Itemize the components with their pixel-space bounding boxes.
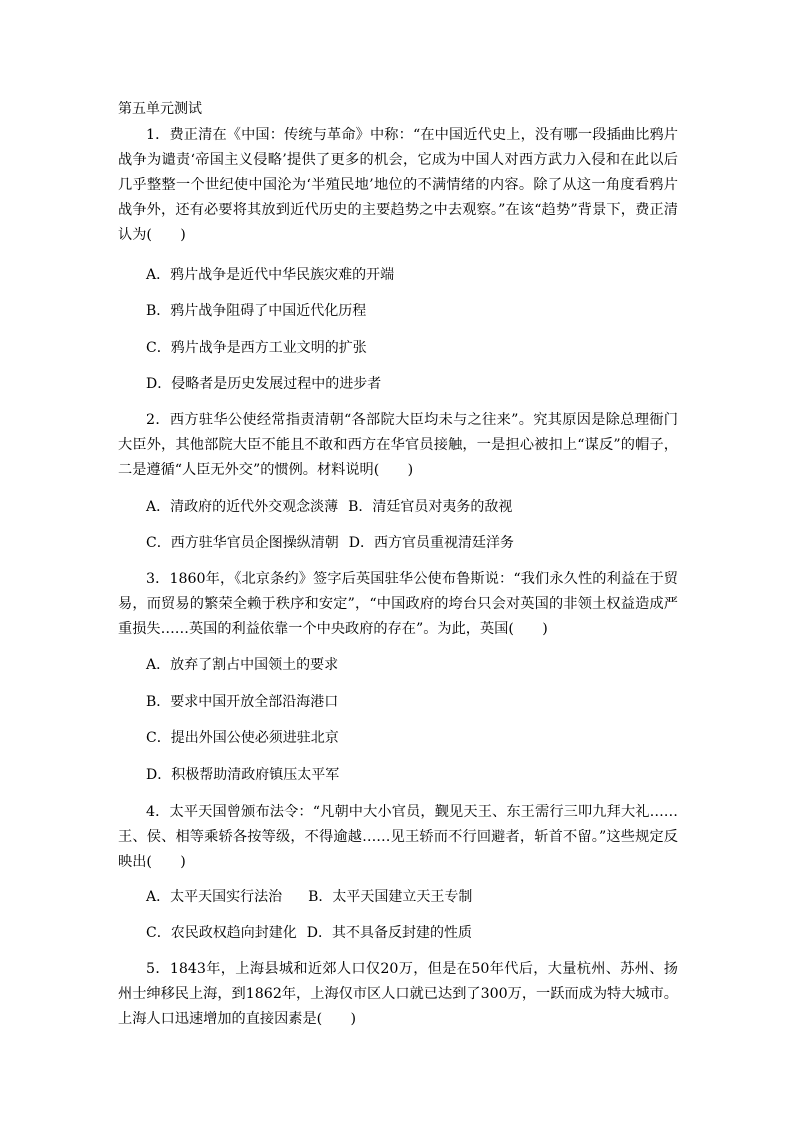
question-1-option-b: B．鸦片战争阻碍了中国近代化历程 bbox=[146, 303, 367, 319]
question-2-option-d: D．西方官员重视清廷洋务 bbox=[348, 535, 514, 551]
question-4-option-a: A．太平天国实行法治 bbox=[146, 889, 283, 905]
question-2-stem: 2．西方驻华公使经常指责清朝“各部院大臣均未与之往来”。究其原因是除总理衙门大臣外，其他部院大臣不能且不敢和西方在华官员接触，一是担心被扣上“谋反”的帽子，二是遵循“人臣无外交”的惯例。材料说明( ) bbox=[118, 412, 678, 478]
question-1-option-a: A．鸦片战争是近代中华民族灾难的开端 bbox=[146, 267, 395, 283]
question-3-stem: 3．1860年，《北京条约》签字后英国驻华公使布鲁斯说：“我们永久性的利益在于贸易，而贸易的繁荣全赖于秩序和安定”，“中国政府的垮台只会对英国的非领土权益造成严重损失……英国的利益依靠一个中央政府的存在”。为此，英国( ) bbox=[118, 571, 678, 637]
question-4-option-c: C．农民政权趋向封建化 bbox=[146, 925, 297, 941]
question-3-option-c: C．提出外国公使必须进驻北京 bbox=[146, 730, 339, 746]
question-4-options-row-1 bbox=[146, 888, 472, 906]
question-1-option-c: C．鸦片战争是西方工业文明的扩张 bbox=[146, 340, 367, 356]
question-3-option-b: B．要求中国开放全部沿海港口 bbox=[146, 694, 339, 710]
question-2-option-a: A．清政府的近代外交观念淡薄 bbox=[146, 499, 339, 515]
question-5-stem: 5．1843年，上海县城和近郊人口仅20万，但是在50年代后，大量杭州、苏州、扬州士绅移民上海，到1862年，上海仅市区人口就已达到了300万，一跃而成为特大城市。上海人口迅速增加的直接因素是( ) bbox=[118, 961, 678, 1027]
question-4-options-row-2 bbox=[146, 924, 472, 942]
question-1-option-d: D．侵略者是历史发展过程中的进步者 bbox=[146, 376, 382, 392]
question-2-options-row-1 bbox=[146, 498, 512, 516]
question-4-option-b: B．太平天国建立天王专制 bbox=[308, 889, 473, 905]
question-2-option-b: B．清廷官员对夷务的敌视 bbox=[348, 499, 513, 515]
question-1-stem: 1．费正清在《中国：传统与革命》中称：“在中国近代史上，没有哪一段插曲比鸦片战争为谴责‘帝国主义侵略’提供了更多的机会，它成为中国人对西方武力入侵和在此以后几乎整整一个世纪使中国沦为‘半殖民地’地位的不满情绪的内容。除了从这一角度看鸦片战争外，还有必要将其放到近代历史的主要趋势之中去观察。”在该“趋势”背景下，费正清认为( ) bbox=[118, 127, 678, 243]
unit-test-title: 第五单元测试 bbox=[118, 101, 202, 117]
question-2-option-c: C．西方驻华官员企图操纵清朝 bbox=[146, 535, 339, 551]
question-3-option-d: D．积极帮助清政府镇压太平军 bbox=[146, 767, 340, 783]
question-2-options-row-2 bbox=[146, 534, 514, 552]
question-4-stem: 4．太平天国曾颁布法令：“凡朝中大小官员，觐见天王、东王需行三叩九拜大礼……王、侯、相等乘轿各按等级，不得逾越……见王轿而不行回避者，斩首不留。”这些规定反映出( ) bbox=[118, 804, 678, 870]
question-3-option-a: A．放弃了割占中国领土的要求 bbox=[146, 657, 339, 673]
question-4-option-d: D．其不具备反封建的性质 bbox=[306, 925, 472, 941]
